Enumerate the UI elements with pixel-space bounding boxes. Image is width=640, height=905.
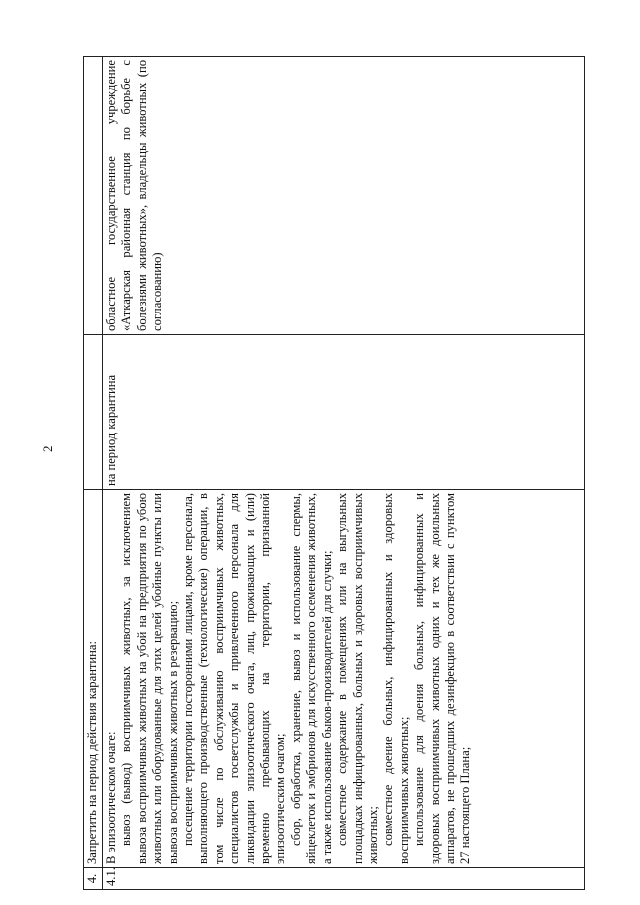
quarantine-measures-table	[83, 56, 585, 890]
section-row	[84, 57, 103, 890]
responsible-cell	[103, 57, 585, 335]
section-responsible-cell	[84, 57, 103, 335]
measure-paragraph: совместное содержание в помещениях или на выгульных площадках инфицированных, больных и здоровых восприимчивых животных;	[335, 493, 380, 864]
table-row	[103, 57, 585, 890]
measure-paragraph: вывоз (вывод) восприимчивых животных, за исключением вывоза восприимчивых животных на убой на предприятия по убою животных или оборудованные для этих целей убойные пункты или вывоза восприимчивых животных в резервацию;	[119, 493, 180, 864]
measure-paragraph: В эпизоотическом очаге:	[104, 731, 118, 864]
measure-paragraph: посещение территории посторонними лицами, кроме персонала, выполняющего производственные (технологические) операции, в том числе по обслуживанию восприимчивых животных, специалистов госветслужбы и привлеченного персонала для ликвидации эпизоотического очага, лиц, проживающих и (или) временно пребывающих на территории, признанной эпизоотическим очагом;	[181, 493, 288, 864]
page-number: 2	[40, 445, 55, 452]
section-term-cell	[84, 335, 103, 490]
plan-table-rotated	[83, 57, 585, 890]
row-number: 4.1.	[103, 868, 585, 890]
measure-paragraph: использование для доения больных, инфицированных и здоровых восприимчивых животных одних и тех же доильных аппаратов, не прошедших дезинфекцию в соответствии с пунктом 27 настоящего Плана;	[412, 493, 473, 864]
term-cell: на период карантина	[103, 335, 585, 490]
measure-paragraph: совместное доение больных, инфицированных и здоровых восприимчивых животных;	[381, 493, 411, 864]
responsible-text: областное государственное учреждение «Аткарская районная станция по борьбе с болезнями животных», владельцы животных (по согласованию)	[104, 60, 165, 331]
measure-paragraph: сбор, обработка, хранение, вывоз и использование спермы, яйцеклеток и эмбрионов для искусственного осеменения животных, а также использование быков-производителей для случки;	[288, 493, 334, 864]
section-number: 4.	[84, 868, 103, 890]
section-title: Запретить на период действия карантина:	[84, 490, 103, 868]
measure-cell	[103, 490, 585, 868]
